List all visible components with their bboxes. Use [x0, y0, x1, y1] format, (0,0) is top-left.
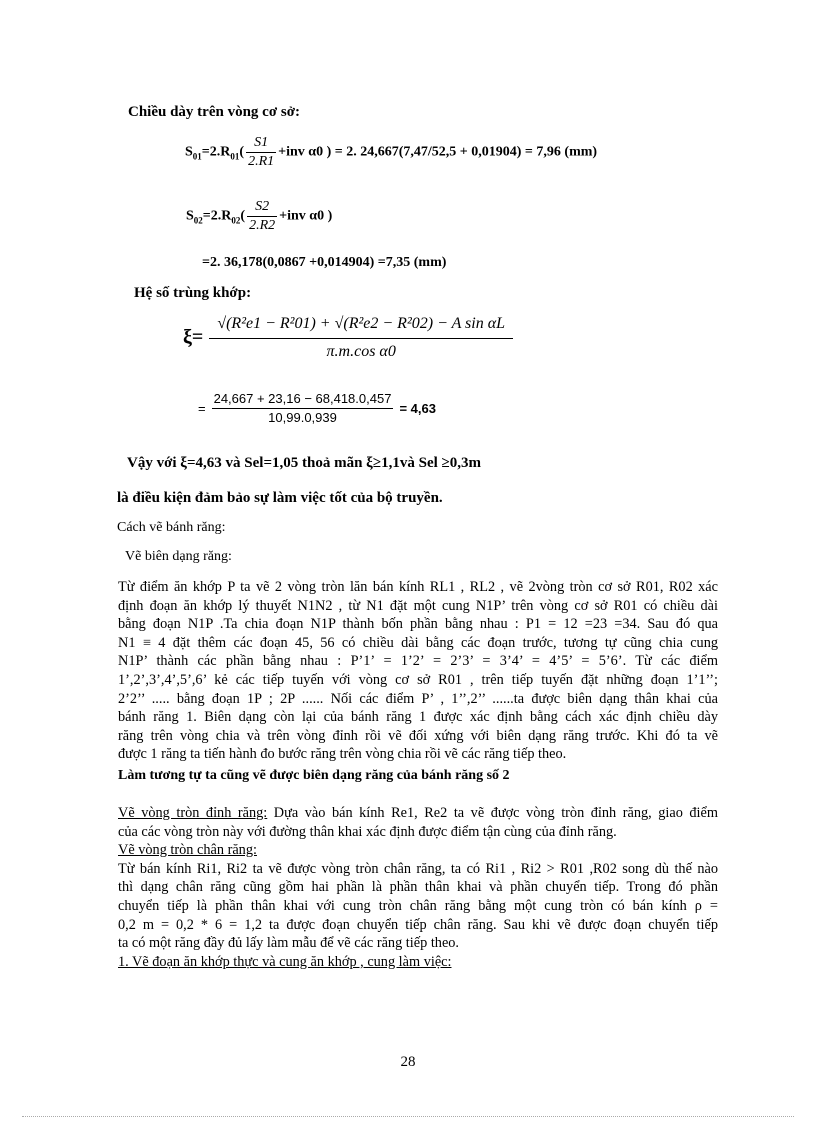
fraction-s1-2r1: $\frac{S1}{2.R1}$ [248, 135, 275, 169]
paragraph-line: N1 ≡ 4 đặt thêm các đoạn 45, 56 có chiều dài bằng các đoạn trước, tương tự cũng chia cung [118, 634, 718, 651]
heading-base-thickness: Chiều dày trên vòng cơ sở: [128, 104, 301, 120]
page-bottom-divider [22, 1116, 794, 1117]
fraction-contact-ratio: $\frac{\text{√(R²e1 − R²01) + √(R²e2 − R²02) − A sin αL}}{\text{π.m.cos α0}}$ [209, 310, 513, 365]
paragraph-line: được 1 răng ta tiến hành đo bước răng trên vòng chia rồi vẽ các răng tiếp theo. [118, 746, 567, 763]
formula-contact-ratio-calc: = $\frac{24,667 + 23,16 - 68,418.0,457}{10,99.0,939}$ = 4,63 [198, 391, 436, 425]
formula-s02-result: =2. 36,178(0,0867 +0,014904) =7,35 (mm) [202, 255, 447, 270]
paragraph-line: răng trên vòng chia và trên vòng đỉnh rồi vẽ đối xứng với biên dạng răng trước. Khi đó ta vẽ [118, 727, 718, 744]
fraction-s2-2r2: $\frac{S2}{2.R2}$ [249, 199, 276, 233]
paragraph-line: của các vòng tròn này với đường thân khai xác định được điểm tận cùng của đỉnh răng. [118, 823, 617, 840]
paragraph-line: N1P’ thành các phần bằng nhau : P’1’ = 1’2’ = 2’3’ = 3’4’ = 4’5’ = 5’6’. Từ các điểm [118, 653, 718, 670]
gear2-statement: Làm tương tự ta cũng vẽ được biên dạng răng của bánh răng số 2 [118, 768, 510, 783]
paragraph-line: 2’2’’ ..... bằng đoạn 1P ; 2P ...... Nối các điểm P’ , 1’’,2’’ ......ta được biên dạng thân khai của [118, 690, 718, 707]
formula-s01: $S_{01}=2.R_{01}$( $\frac{S1}{2.R1}$ +inv α0 ) = 2. 24,667(7,47/52,5 + 0,01904) = 7,96 (mm) [185, 135, 598, 169]
paragraph-line: bánh răng 1. Biên dạng còn lại của bánh răng 1 được xác định bằng cách xác định chiều dày [118, 709, 718, 726]
paragraph-line: Vẽ vòng tròn đỉnh răng: Dựa vào bán kính Re1, Re2 ta vẽ được vòng tròn đỉnh răng, giao điểm [118, 805, 718, 821]
paragraph-line: Từ điểm ăn khớp P ta vẽ 2 vòng tròn lăn bán kính RL1 , RL2 , vẽ 2vòng tròn cơ sở R01, R02 xác [118, 579, 718, 595]
heading-drawing: Cách vẽ bánh răng: [117, 520, 226, 535]
paragraph-line: ta có một răng đầy đủ lấy làm mẫu để vẽ các răng tiếp theo. [118, 935, 460, 952]
formula-contact-ratio: ξ= $\frac{\text{√(R²e1 − R²01) + √(R²e2 − R²02) − A sin αL}}{\text{π.m.cos α0}}$ [183, 310, 515, 365]
paragraph-line: bằng đoạn N1P .Ta chia đoạn N1P thành bốn phần bằng nhau : P1 = 12 =23 =34. Sau đó qua [118, 616, 718, 633]
paragraph-line: 0,2 m = 0,2 * 6 = 1,2 ta được đoạn chuyển tiếp chân răng. Sau khi vẽ được đoạn chuyển tiếp [118, 916, 718, 933]
paragraph-tooth-profile [118, 578, 718, 764]
heading-contact-ratio: Hệ số trùng khớp: [134, 285, 252, 301]
subheading-tooth-profile: Vẽ biên dạng răng: [125, 549, 232, 564]
paragraph-tip-circle [118, 804, 718, 971]
page-number: 28 [400, 1054, 416, 1070]
paragraph-line: định đoạn ăn khớp lý thuyết N1N2 , từ N1 đặt một cung N1P’ trên vòng cơ sở R01 có chiều dài [118, 597, 718, 614]
root-circle-title: Vẽ vòng tròn chân răng: [118, 842, 257, 859]
paragraph-line: 1’,2’,3’,4’,5’,6’ kẻ các tiếp tuyến với vòng cơ sở R01 , trên tiếp tuyến đặt những đoạn 1’1’’; [118, 671, 718, 688]
paragraph-line: thì dạng chân răng cũng gồm hai phần là phần thân khai và phần chuyển tiếp. Trong đó phần [118, 879, 718, 896]
fraction-contact-calc: $\frac{24,667 + 23,16 - 68,418.0,457}{10,99.0,939}$ [213, 391, 392, 425]
paragraph-line: chuyển tiếp là phần thân khai với cung tròn chân răng bằng một cung tròn có bán kính ρ = [118, 897, 718, 914]
conclusion-line-2: là điều kiện đảm bảo sự làm việc tốt của bộ truyền. [117, 490, 443, 506]
paragraph-line: Từ bán kính Ri1, Ri2 ta vẽ được vòng tròn chân răng, ta có Ri1 , Ri2 > R01 ,R02 song dù thế nào [118, 860, 718, 877]
conclusion-line-1: Vậy với ξ=4,63 và Sel=1,05 thoả mãn ξ≥1,1và Sel ≥0,3m [127, 455, 481, 471]
list-item-1: 1. Vẽ đoạn ăn khớp thực và cung ăn khớp , cung làm việc: [118, 953, 452, 970]
formula-s02: $S_{02}=2.R_{02}$( $\frac{S2}{2.R2}$ +inv α0 ) [186, 199, 333, 233]
tip-circle-title: Vẽ vòng tròn đỉnh răng: [118, 805, 268, 821]
